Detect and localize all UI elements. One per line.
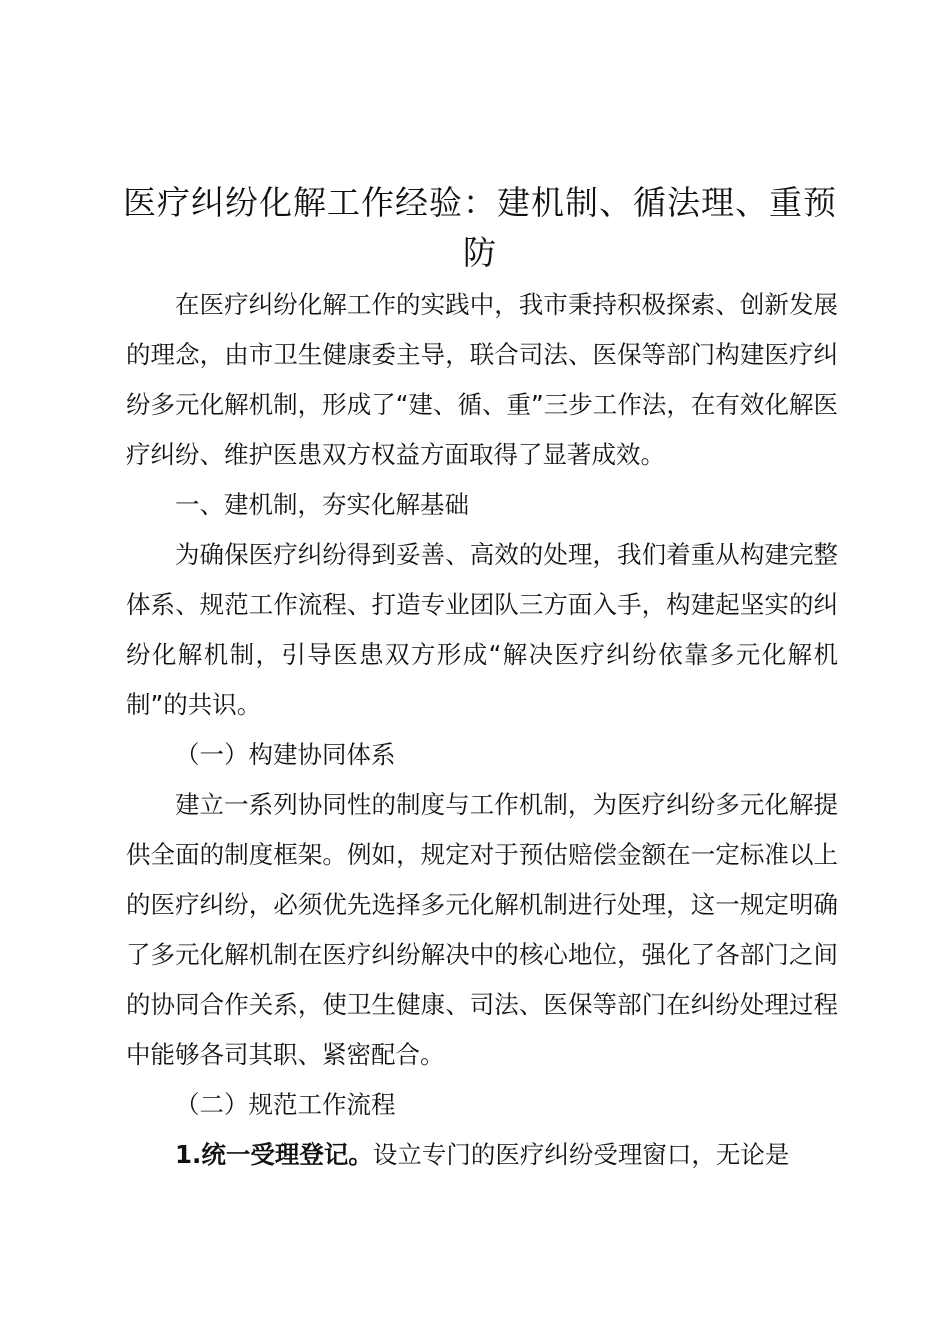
subsection-heading-1: （一）构建协同体系 — [175, 740, 396, 769]
document-body — [126, 280, 838, 1180]
subsection-heading-2: （二）规范工作流程 — [175, 1090, 396, 1119]
item-1-text: 设立专门的医疗纠纷受理窗口，无论是 — [372, 1140, 790, 1169]
section-1-paragraph: 为确保医疗纠纷得到妥善、高效的处理，我们着重从构建完整体系、规范工作流程、打造专业团队三方面入手，构建起坚实的纠纷化解机制，引导医患双方形成“解决医疗纠纷依靠多元化解机制”的共识。 — [126, 540, 838, 719]
item-1-lead: 1.统一受理登记。 — [175, 1140, 373, 1169]
intro-paragraph: 在医疗纠纷化解工作的实践中，我市秉持积极探索、创新发展的理念，由市卫生健康委主导，联合司法、医保等部门构建医疗纠纷多元化解机制，形成了“建、循、重”三步工作法，在有效化解医疗纠纷、维护医患双方权益方面取得了显著成效。 — [126, 290, 838, 469]
item-1-paragraph — [126, 1130, 838, 1180]
document-title: 医疗纠纷化解工作经验：建机制、循法理、重预防 — [123, 183, 837, 272]
subsection-1-paragraph: 建立一系列协同性的制度与工作机制，为医疗纠纷多元化解提供全面的制度框架。例如，规定对于预估赔偿金额在一定标准以上的医疗纠纷，必须优先选择多元化解机制进行处理，这一规定明确了多元化解机制在医疗纠纷解决中的核心地位，强化了各部门之间的协同合作关系，使卫生健康、司法、医保等部门在纠纷处理过程中能够各司其职、紧密配合。 — [126, 790, 838, 1069]
section-heading-1: 一、建机制，夯实化解基础 — [175, 490, 469, 519]
